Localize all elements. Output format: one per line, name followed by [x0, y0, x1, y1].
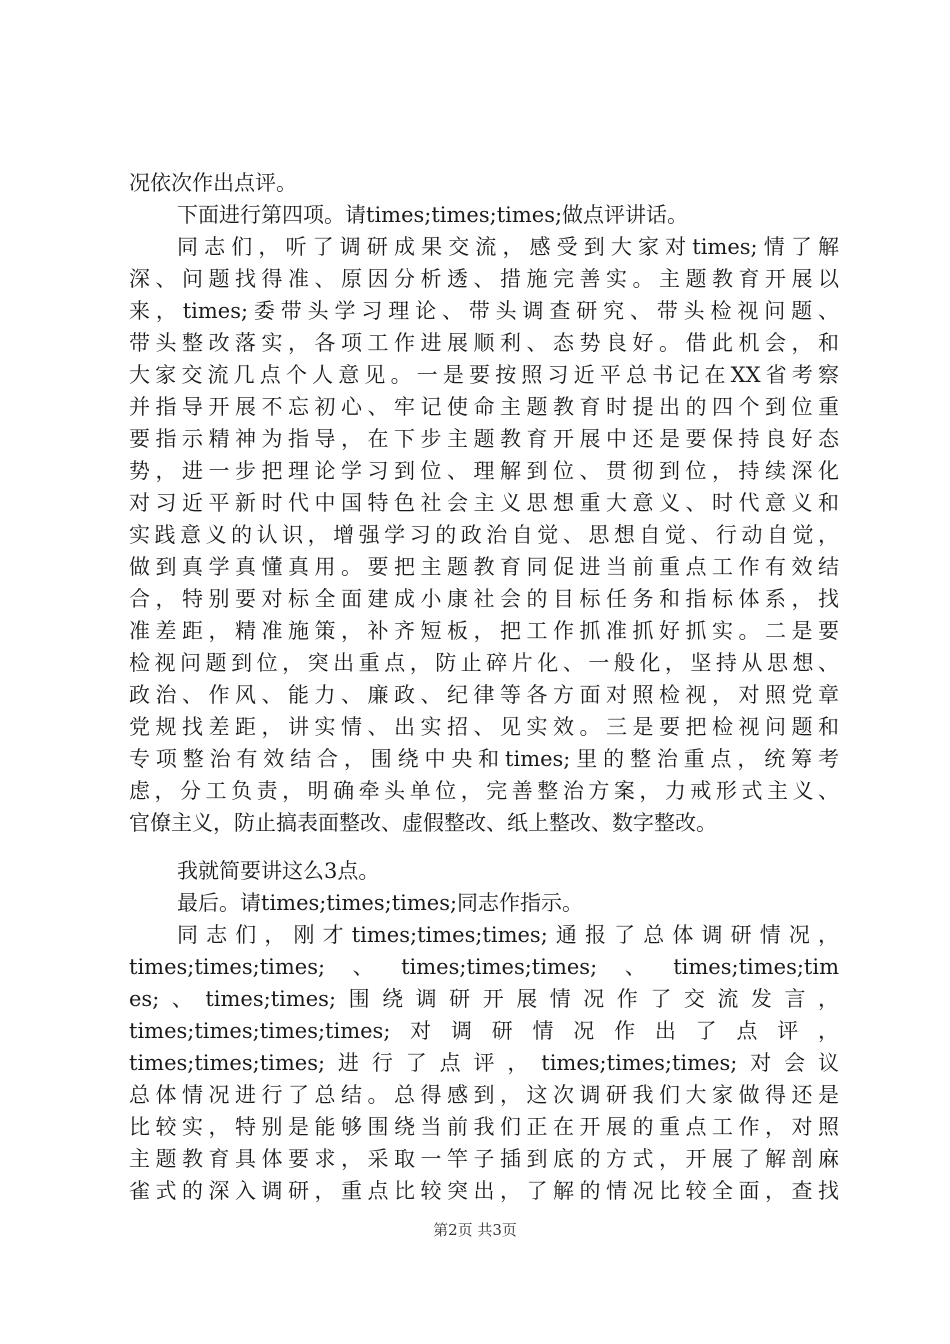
text-line: 政治、作风、能力、廉政、纪律等各方面对照检视，对照党章	[129, 683, 839, 707]
text-line: 况依次作出点评。	[129, 171, 297, 195]
document-body	[129, 167, 839, 1207]
text-line: times;times;times;进行了点评，times;times;times;对会议	[129, 1051, 839, 1075]
text-line: 带头整改落实，各项工作进展顺利、态势良好。借此机会，和	[129, 331, 839, 355]
text-line: 总体情况进行了总结。总得感到，这次调研我们大家做得还是	[129, 1083, 839, 1107]
text-line: 虑，分工负责，明确牵头单位，完善整治方案，力戒形式主义、	[129, 779, 839, 803]
text-line: 党规找差距，讲实情、出实招、见实效。三是要把检视问题和	[129, 715, 839, 739]
text-line: es;、times;times;围绕调研开展情况作了交流发言，	[129, 987, 839, 1011]
text-line: 下面进行第四项。请times;times;times;做点评讲话。	[177, 203, 689, 227]
text-line: 雀式的深入调研，重点比较突出，了解的情况比较全面，查找	[129, 1179, 839, 1203]
text-line: 势，进一步把理论学习到位、理解到位、贯彻到位，持续深化	[129, 459, 839, 483]
text-line: 检视问题到位，突出重点，防止碎片化、一般化，坚持从思想、	[129, 651, 839, 675]
text-line: times;times;times;times;对调研情况作出了点评，	[129, 1019, 839, 1043]
page-number-label: 第2页 共3页	[433, 1221, 517, 1239]
text-line: 实践意义的认识，增强学习的政治自觉、思想自觉、行动自觉，	[129, 523, 839, 547]
text-line: 要指示精神为指导，在下步主题教育开展中还是要保持良好态	[129, 427, 839, 451]
text-line: 对习近平新时代中国特色社会主义思想重大意义、时代意义和	[129, 491, 839, 515]
text-line: 我就简要讲这么3点。	[177, 859, 380, 883]
text-line: 同志们，刚才times;times;times;通报了总体调研情况，	[177, 923, 839, 947]
text-line: 专项整治有效结合，围绕中央和times;里的整治重点，统筹考	[129, 747, 839, 771]
text-line: 比较实，特别是能够围绕当前我们正在开展的重点工作，对照	[129, 1115, 839, 1139]
text-line: times;times;times;、times;times;times;、times;times;tim	[129, 955, 839, 979]
page-footer	[0, 1220, 950, 1240]
text-line: 做到真学真懂真用。要把主题教育同促进当前重点工作有效结	[129, 555, 839, 579]
text-line: 大家交流几点个人意见。一是要按照习近平总书记在XX省考察	[129, 363, 839, 387]
text-line: 官僚主义，防止搞表面整改、虚假整改、纸上整改、数字整改。	[129, 811, 717, 835]
text-line: 并指导开展不忘初心、牢记使命主题教育时提出的四个到位重	[129, 395, 839, 419]
text-line: 深、问题找得准、原因分析透、措施完善实。主题教育开展以	[129, 267, 839, 291]
text-line: 来，times;委带头学习理论、带头调查研究、带头检视问题、	[129, 299, 839, 323]
text-line: 准差距，精准施策，补齐短板，把工作抓准抓好抓实。二是要	[129, 619, 839, 643]
text-line: 最后。请times;times;times;同志作指示。	[177, 891, 584, 915]
text-line: 同志们，听了调研成果交流，感受到大家对times;情了解	[177, 235, 839, 259]
text-line: 主题教育具体要求，采取一竿子插到底的方式，开展了解剖麻	[129, 1147, 839, 1171]
text-line: 合，特别要对标全面建成小康社会的目标任务和指标体系，找	[129, 587, 839, 611]
